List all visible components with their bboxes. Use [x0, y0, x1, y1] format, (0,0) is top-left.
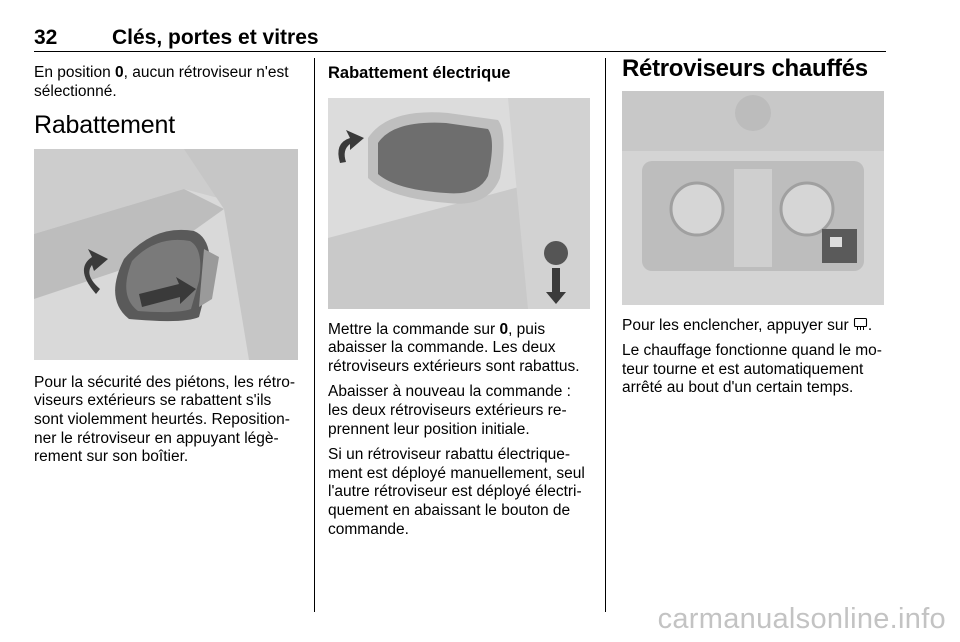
- electric-fold-paragraph-1: Mettre la commande sur 0, puis abaisser la commande. Les deux rétroviseurs extérieurs sont rabattus.: [328, 320, 580, 375]
- rabattement-body: Pour la sécurité des piétons, les rétro- viseurs extérieurs se rabattent s'ils sont violemment heurtés. Reposition- ner le rétroviseur en appuyant légè- rement sur son boîtier.: [34, 373, 296, 466]
- column-2: [328, 64, 594, 546]
- section-heading-retroviseurs-chauffes: Rétroviseurs chauffés: [622, 55, 868, 82]
- header-divider: [34, 51, 886, 52]
- section-heading-rabattement-electrique: Rabattement électrique: [328, 64, 511, 82]
- heated-paragraph-2: Le chauffage fonctionne quand le mo- teur tourne et est automatiquement arrêté au bout d'un certain temps.: [622, 342, 882, 397]
- watermark: carmanualsonline.info: [657, 603, 946, 635]
- intro-paragraph: En position 0, aucun rétroviseur n'est sélectionné.: [34, 64, 289, 100]
- column-divider-2: [605, 58, 606, 612]
- electric-fold-paragraph-3: Si un rétroviseur rabattu électrique- ment est déployé manuellement, seul l'autre rétroviseur est déployé électri- quement en abaissant le bouton de commande.: [328, 446, 585, 538]
- column-1: [34, 64, 304, 474]
- section-heading-rabattement: Rabattement: [34, 111, 175, 140]
- heated-mirror-controls-illustration: [622, 91, 884, 305]
- electric-fold-illustration: [328, 98, 590, 309]
- column-3: [622, 55, 890, 405]
- mirror-fold-illustration: [34, 149, 298, 360]
- chapter-title: Clés, portes et vitres: [112, 26, 319, 49]
- heated-mirror-icon: [853, 317, 868, 332]
- column-divider-1: [314, 58, 315, 612]
- page-number: 32: [34, 26, 58, 49]
- heated-paragraph-1: Pour les enclencher, appuyer sur .: [622, 316, 873, 334]
- page-header: [34, 26, 886, 50]
- electric-fold-paragraph-2: Abaisser à nouveau la commande : les deux rétroviseurs extérieurs re- prennent leur position initiale.: [328, 383, 571, 438]
